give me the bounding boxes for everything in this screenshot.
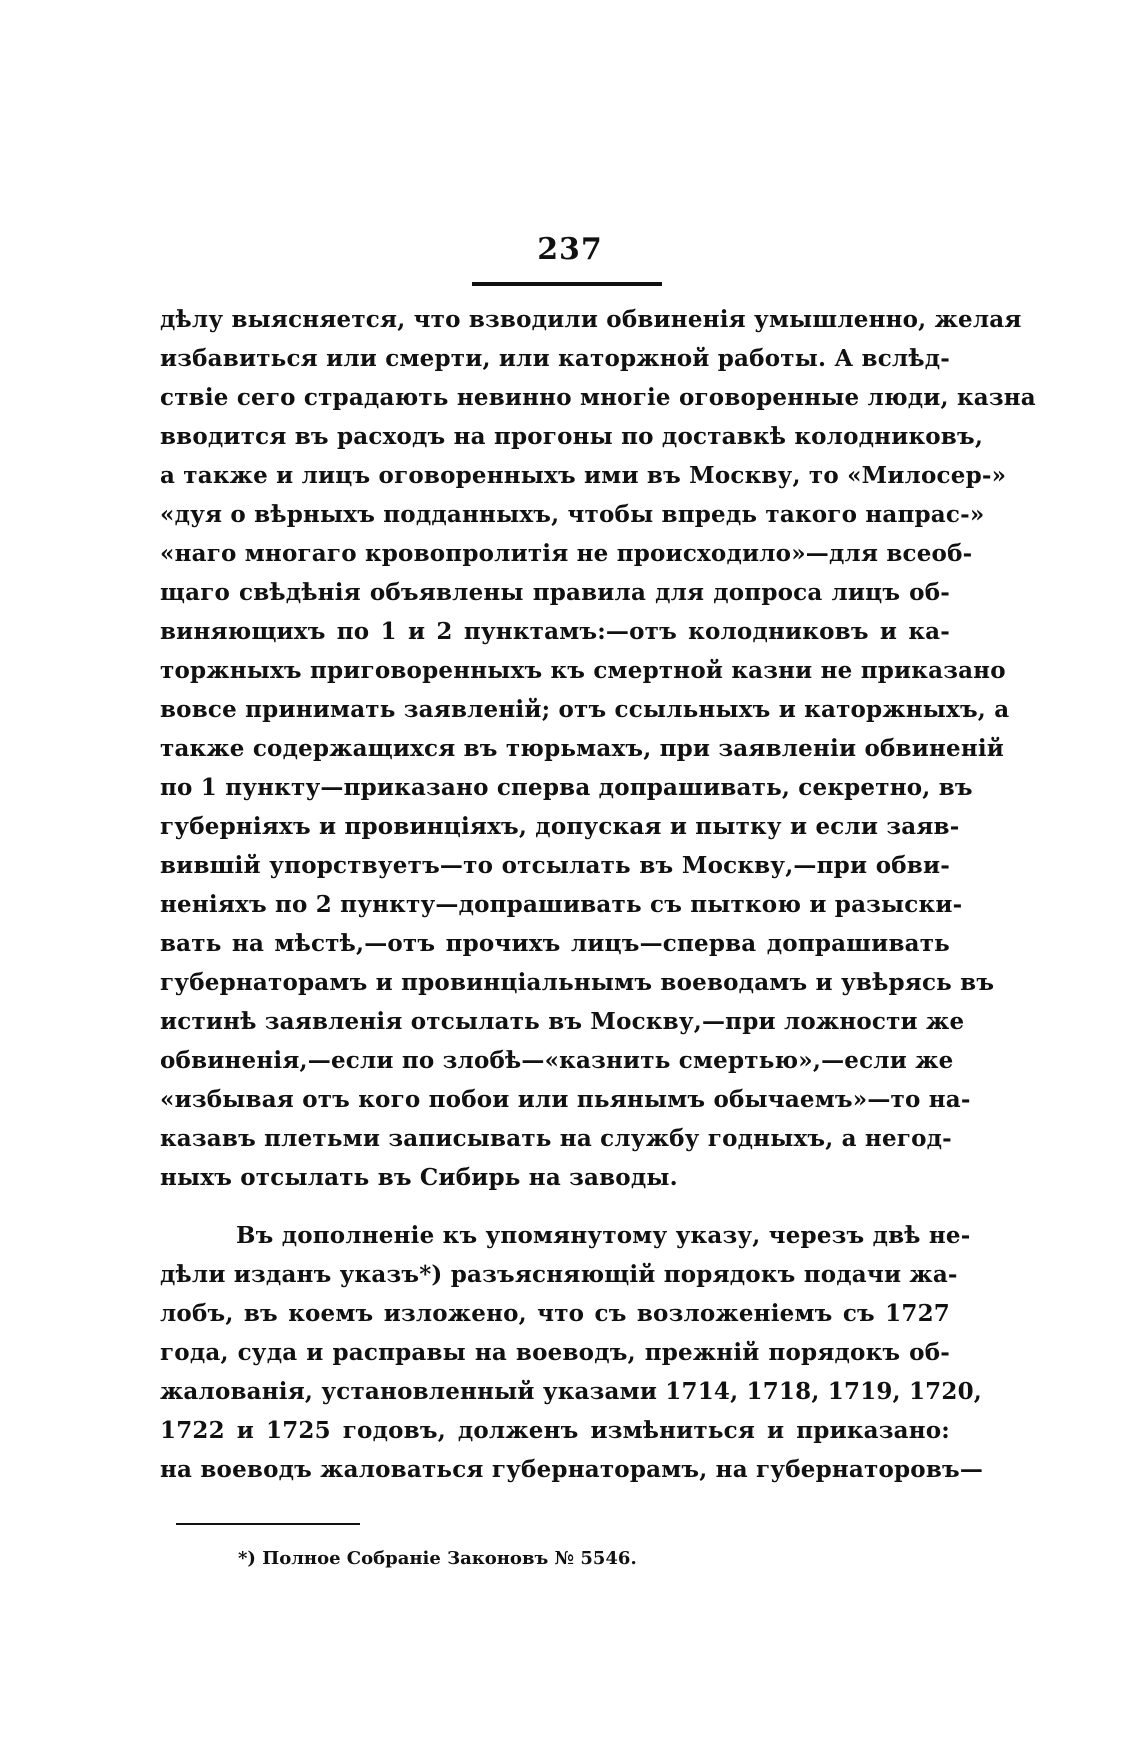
text-line: обвиненія,—если по злобѣ—«казнить смертью»,—если же	[160, 1047, 954, 1074]
text-line: ныхъ отсылать въ Сибирь на заводы.	[160, 1164, 678, 1191]
paragraph-2	[160, 1216, 984, 1489]
text-line: истинѣ заявленія отсылать въ Москву,—при ложности же	[160, 1008, 965, 1035]
text-line: торжныхъ приговоренныхъ къ смертной казни не приказано	[160, 657, 1006, 684]
text-line: на воеводъ жаловаться губернаторамъ, на губернаторовъ—	[160, 1456, 984, 1483]
text-line: вводится въ расходъ на прогоны по доставкѣ колодниковъ,	[160, 423, 984, 450]
text-line: избавиться или смерти, или каторжной работы. А вслѣд-	[160, 345, 950, 372]
footnote: *) Полное Собраніе Законовъ № 5546.	[238, 1548, 637, 1569]
text-line: жалованія, установленный указами 1714, 1718, 1719, 1720,	[160, 1378, 982, 1405]
page-number: 237	[537, 232, 603, 267]
paragraph-1	[160, 300, 1036, 1197]
text-line: губерніяхъ и провинціяхъ, допуская и пытку и если заяв-	[160, 813, 960, 840]
text-line: неніяхъ по 2 пункту—допрашивать съ пыткою и разыски-	[160, 891, 963, 918]
footnote-rule	[176, 1523, 360, 1525]
text-line: «дуя о вѣрныхъ подданныхъ, чтобы впредь такого напрас-»	[160, 501, 985, 528]
text-line: вившій упорствуетъ—то отсылать въ Москву,—при обви-	[160, 852, 950, 879]
text-line: губернаторамъ и провинціальнымъ воеводамъ и увѣрясь въ	[160, 969, 995, 996]
text-line: казавъ плетьми записывать на службу годныхъ, а негод-	[160, 1125, 952, 1152]
text-line: щаго свѣдѣнія объявлены правила для допроса лицъ об-	[160, 579, 950, 606]
text-line: года, суда и расправы на воеводъ, прежній порядокъ об-	[160, 1339, 950, 1366]
text-line: вовсе принимать заявленій; отъ ссыльныхъ и каторжныхъ, а	[160, 696, 1010, 723]
text-line: вать на мѣстѣ,—отъ прочихъ лицъ—сперва допрашивать	[160, 930, 950, 957]
page-number-rule	[472, 282, 662, 286]
text-line: 1722 и 1725 годовъ, долженъ измѣниться и приказано:	[160, 1417, 950, 1444]
text-line: дѣли изданъ указъ*) разъясняющій порядокъ подачи жа-	[160, 1261, 958, 1288]
text-line: ствіе сего страдають невинно многіе оговоренные люди, казна	[160, 384, 1036, 411]
text-line: а также и лицъ оговоренныхъ ими въ Москву, то «Милосер-»	[160, 462, 1007, 489]
text-line: виняющихъ по 1 и 2 пунктамъ:—отъ колодниковъ и ка-	[160, 618, 950, 645]
text-line: «избывая отъ кого побои или пьянымъ обычаемъ»—то на-	[160, 1086, 971, 1113]
text-line: лобъ, въ коемъ изложено, что съ возложеніемъ съ 1727	[160, 1300, 950, 1327]
text-line: Въ дополненіе къ упомянутому указу, черезъ двѣ не-	[236, 1222, 971, 1249]
text-line: по 1 пункту—приказано сперва допрашивать, секретно, въ	[160, 774, 973, 801]
text-line: также содержащихся въ тюрьмахъ, при заявленіи обвиненій	[160, 735, 1005, 762]
text-line: дѣлу выясняется, что взводили обвиненія умышленно, желая	[160, 306, 1022, 333]
text-line: «наго многаго кровопролитія не происходило»—для всеоб-	[160, 540, 973, 567]
